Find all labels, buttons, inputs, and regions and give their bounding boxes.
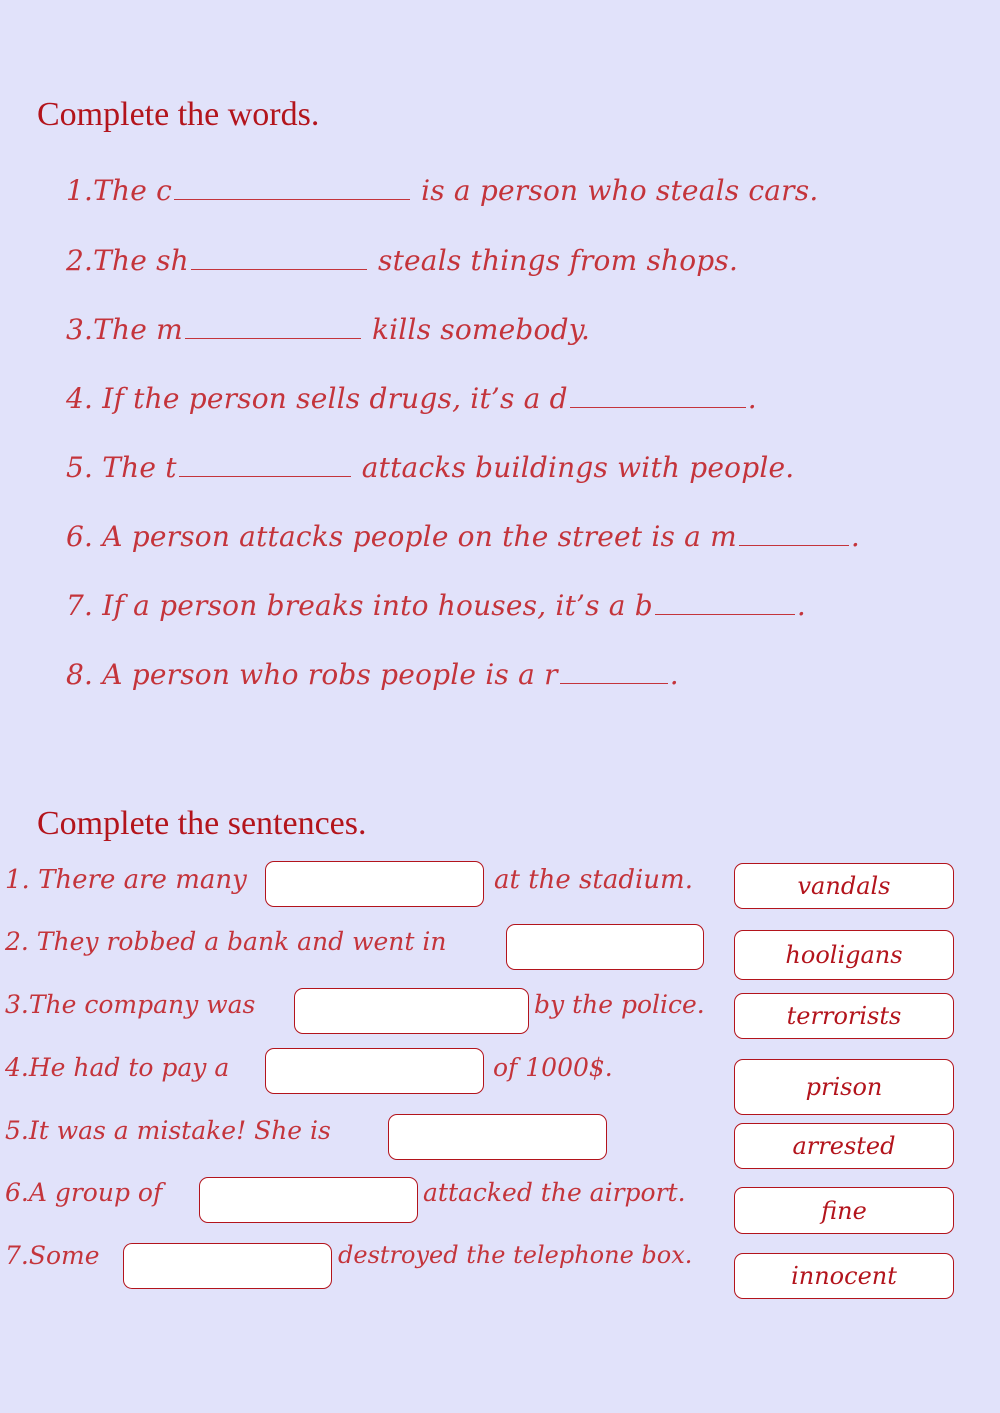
word-item-text: 5. The t	[66, 451, 177, 484]
sentence-3-answer-box[interactable]	[294, 988, 529, 1034]
word-item-text: kills somebody.	[362, 313, 591, 346]
word-item-text: 3.The m	[66, 313, 183, 346]
word-item-text: 8. A person who robs people is a r	[66, 658, 558, 691]
word-item-text: 2.The sh	[66, 244, 189, 277]
sentence-2-text: 2. They robbed a bank and went in	[5, 927, 447, 956]
word-item-text: 4. If the person sells drugs, it’s a d	[66, 382, 568, 415]
sentence-4-text: 4.He had to pay a	[5, 1053, 230, 1082]
sentence-3-text-after: by the police.	[534, 990, 705, 1019]
word-blank-7[interactable]	[655, 613, 795, 615]
word-blank-3[interactable]	[185, 337, 361, 339]
word-item-text: .	[850, 520, 861, 553]
sentence-7-text-after: destroyed the telephone box.	[338, 1241, 693, 1269]
section-heading-sentences: Complete the sentences.	[37, 805, 367, 842]
word-chip-hooligans[interactable]: hooligans	[734, 930, 954, 980]
word-item-text: attacks buildings with people.	[352, 451, 795, 484]
sentence-4-answer-box[interactable]	[265, 1048, 484, 1094]
word-item-5	[66, 451, 794, 484]
word-item-text: 6. A person attacks people on the street is a m	[66, 520, 737, 553]
sentence-3-text: 3.The company was	[5, 990, 256, 1019]
word-item-text: 1.The c	[66, 174, 172, 207]
word-item-text: steals things from shops.	[368, 244, 739, 277]
word-item-2	[66, 244, 738, 277]
word-blank-8[interactable]	[560, 682, 668, 684]
word-chip-fine[interactable]: fine	[734, 1187, 954, 1234]
word-item-7	[66, 589, 806, 622]
word-item-text: 7. If a person breaks into houses, it’s a b	[66, 589, 653, 622]
word-item-8	[66, 658, 679, 691]
word-blank-4[interactable]	[570, 406, 746, 408]
word-blank-6[interactable]	[739, 544, 849, 546]
word-blank-2[interactable]	[191, 268, 367, 270]
sentence-6-text-after: attacked the airport.	[423, 1178, 686, 1207]
word-chip-terrorists[interactable]: terrorists	[734, 993, 954, 1039]
sentence-5-text: 5.It was a mistake! She is	[5, 1116, 331, 1145]
word-item-text: is a person who steals cars.	[411, 174, 819, 207]
word-item-1	[66, 174, 818, 207]
word-chip-arrested[interactable]: arrested	[734, 1123, 954, 1169]
word-chip-prison[interactable]: prison	[734, 1059, 954, 1115]
word-chip-innocent[interactable]: innocent	[734, 1253, 954, 1299]
sentence-1-text-after: at the stadium.	[494, 865, 693, 895]
word-item-4	[66, 382, 757, 415]
word-item-3	[66, 313, 590, 346]
word-item-6	[66, 520, 860, 553]
sentence-7-answer-box[interactable]	[123, 1243, 332, 1289]
sentence-2-answer-box[interactable]	[506, 924, 704, 970]
word-blank-5[interactable]	[179, 475, 351, 477]
word-item-text: .	[669, 658, 679, 691]
word-chip-vandals[interactable]: vandals	[734, 863, 954, 909]
word-item-text: .	[796, 589, 807, 622]
sentence-7-text: 7.Some	[5, 1241, 100, 1270]
section-heading-words: Complete the words.	[37, 96, 320, 133]
sentence-1-text: 1. There are many	[5, 865, 247, 895]
sentence-6-text: 6.A group of	[5, 1178, 163, 1207]
word-blank-1[interactable]	[174, 198, 410, 200]
sentence-6-answer-box[interactable]	[199, 1177, 418, 1223]
word-item-text: .	[747, 382, 757, 415]
sentence-4-text-after: of 1000$.	[493, 1053, 613, 1082]
sentence-1-answer-box[interactable]	[265, 861, 484, 907]
sentence-5-answer-box[interactable]	[388, 1114, 607, 1160]
